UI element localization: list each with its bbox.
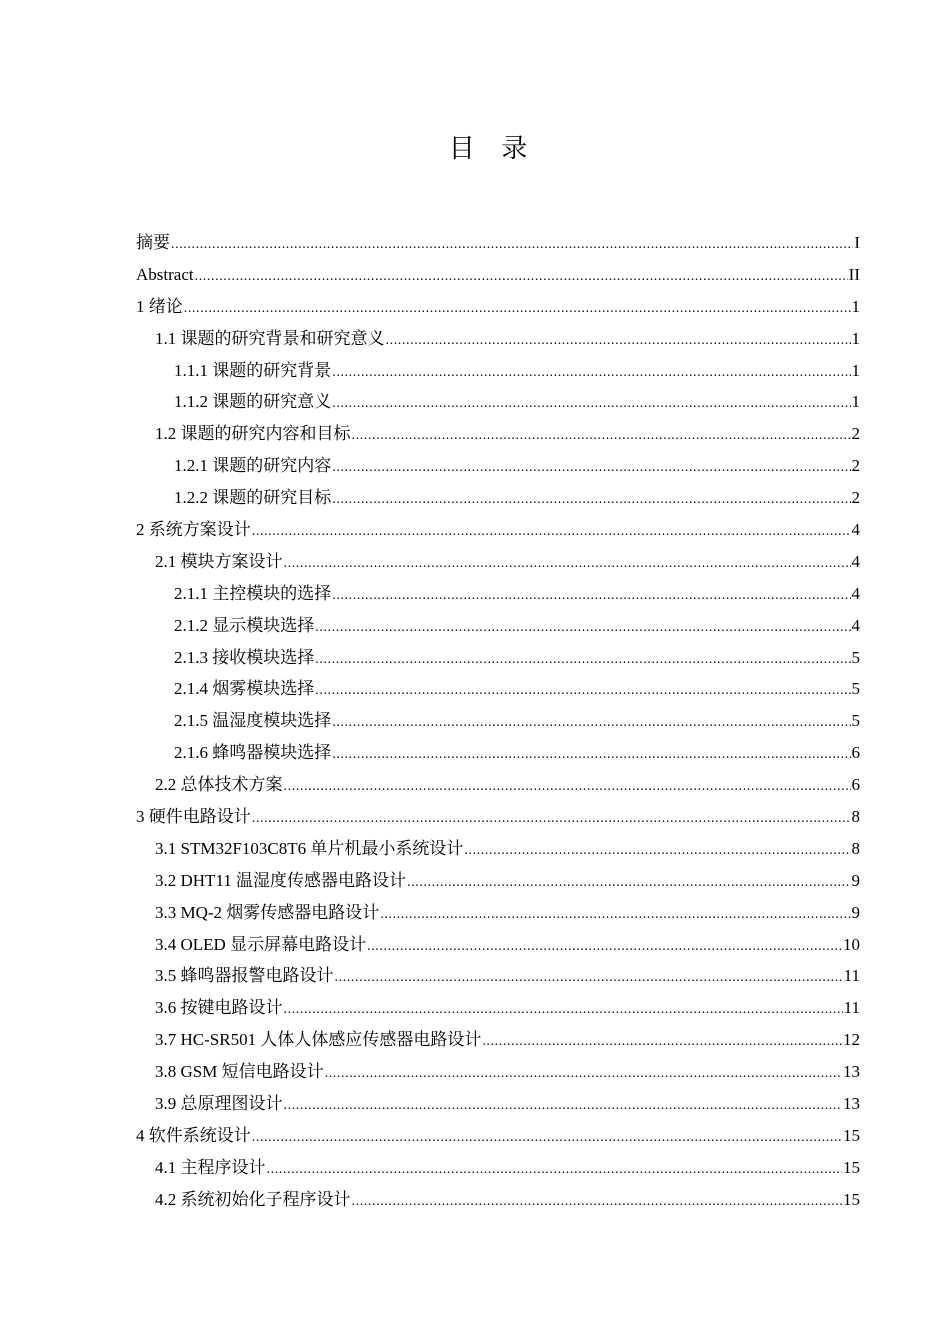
toc-entry[interactable] [136,960,860,992]
toc-entry-label: 3.3 MQ-2 烟雾传感器电路设计 [155,902,380,922]
toc-entry[interactable] [136,514,860,546]
toc-dot-leader [284,994,843,1024]
toc-dot-leader [352,1186,843,1216]
toc-entry[interactable] [136,291,860,323]
toc-entry[interactable] [136,705,860,737]
toc-dot-leader [380,899,850,929]
toc-page-number: 1 [851,296,860,316]
toc-page-number: 5 [851,647,860,667]
toc-dot-leader [267,1154,843,1184]
toc-page-number: 4 [851,551,860,571]
toc-entry[interactable] [136,578,860,610]
toc-dot-leader [195,261,848,291]
toc-dot-leader [332,739,850,769]
toc-page-number: 5 [851,711,860,731]
toc-entry[interactable] [136,1152,860,1184]
toc-dot-leader [315,644,850,674]
toc-entry[interactable] [136,1024,860,1056]
toc-dot-leader [184,293,851,323]
toc-dot-leader [332,580,850,610]
toc-entry-label: 2.1 模块方案设计 [155,551,283,571]
toc-entry-label: 2.2 总体技术方案 [155,775,283,795]
toc-entry[interactable] [136,323,860,355]
toc-entry[interactable] [136,227,860,259]
toc-entry[interactable] [136,355,860,387]
toc-page-number: 8 [851,838,860,858]
toc-dot-leader [284,1090,843,1120]
toc-entry-label: 2 系统方案设计 [136,520,251,540]
page-title: 目 录 [448,134,538,163]
toc-entry[interactable] [136,546,860,578]
toc-page-number: 1 [851,328,860,348]
toc-dot-leader [367,931,842,961]
toc-entry[interactable] [136,1056,860,1088]
toc-dot-leader [332,452,850,482]
toc-dot-leader [332,357,850,387]
toc-page-number: 10 [843,934,860,954]
toc-entry-label: 摘要 [136,233,170,252]
toc-page-number: 6 [851,743,860,763]
toc-dot-leader [332,707,850,737]
toc-entry-label: 3.1 STM32F103C8T6 单片机最小系统设计 [155,838,464,858]
toc-page-number: 9 [851,902,860,922]
toc-entry-label: 3.5 蜂鸣器报警电路设计 [155,966,334,986]
toc-entry-label: 3 硬件电路设计 [136,807,251,827]
toc-page-number: 2 [851,488,860,508]
toc-entry[interactable] [136,259,860,291]
toc-entry-label: 2.1.2 显示模块选择 [174,615,315,635]
toc-entry-label: 4.1 主程序设计 [155,1157,266,1177]
toc-page-number: I [854,233,860,252]
toc-entry-label: 3.2 DHT11 温湿度传感器电路设计 [155,870,407,890]
toc-entry[interactable] [136,769,860,801]
toc-page-number: 9 [851,870,860,890]
toc-page-number: 11 [843,998,860,1018]
toc-entry[interactable] [136,450,860,482]
toc-page-number: 4 [851,615,860,635]
toc-page-number: 2 [851,424,860,444]
toc-entry-label: 2.1.4 烟雾模块选择 [174,679,315,699]
toc-entry[interactable] [136,1184,860,1216]
toc-entry[interactable] [136,482,860,514]
toc-entry-label: Abstract [136,264,194,284]
toc-dot-leader [335,962,843,992]
toc-dot-leader [386,325,851,355]
toc-entry-label: 4 软件系统设计 [136,1125,251,1145]
toc-page-number: II [848,264,860,284]
toc-page-number: 13 [843,1062,860,1082]
toc-entry-label: 1.2.2 课题的研究目标 [174,488,332,508]
toc-entry[interactable] [136,801,860,833]
toc-entry[interactable] [136,833,860,865]
toc-dot-leader [464,835,850,865]
toc-page-number: 15 [843,1189,860,1209]
toc-page-number: 1 [851,392,860,412]
toc-entry-label: 3.7 HC-SR501 人体人体感应传感器电路设计 [155,1030,482,1050]
toc-entry[interactable] [136,992,860,1024]
toc-entry-label: 1.2 课题的研究内容和目标 [155,424,351,444]
toc-dot-leader [325,1058,842,1088]
toc-entry-label: 1.1.2 课题的研究意义 [174,392,332,412]
toc-entry[interactable] [136,929,860,961]
toc-page-number: 8 [851,807,860,827]
toc-page-number: 2 [851,456,860,476]
toc-dot-leader [332,388,850,418]
table-of-contents [136,227,860,1216]
toc-entry-label: 2.1.5 温湿度模块选择 [174,711,332,731]
toc-entry-label: 4.2 系统初始化子程序设计 [155,1189,351,1209]
toc-page-number: 12 [843,1030,860,1050]
toc-entry-label: 1.1 课题的研究背景和研究意义 [155,328,385,348]
toc-page-number: 15 [843,1157,860,1177]
toc-page-number: 6 [851,775,860,795]
toc-dot-leader [315,675,850,705]
toc-dot-leader [252,1122,842,1152]
toc-entry-label: 1 绪论 [136,296,183,316]
toc-page-number: 4 [851,520,860,540]
toc-page-number: 5 [851,679,860,699]
toc-dot-leader [482,1026,842,1056]
toc-entry-label: 3.6 按键电路设计 [155,998,283,1018]
toc-entry-label: 3.8 GSM 短信电路设计 [155,1062,324,1082]
toc-dot-leader [284,548,851,578]
toc-dot-leader [315,612,850,642]
toc-entry[interactable] [136,865,860,897]
toc-entry[interactable] [136,1120,860,1152]
toc-page-number: 15 [843,1125,860,1145]
toc-entry[interactable] [136,386,860,418]
toc-entry[interactable] [136,1088,860,1120]
toc-entry-label: 2.1.3 接收模块选择 [174,647,315,667]
toc-entry-label: 2.1.1 主控模块的选择 [174,583,332,603]
toc-entry-label: 2.1.6 蜂鸣器模块选择 [174,743,332,763]
toc-dot-leader [284,771,851,801]
toc-entry-label: 3.4 OLED 显示屏幕电路设计 [155,934,367,954]
toc-entry[interactable] [136,673,860,705]
toc-page-number: 11 [843,966,860,986]
toc-entry-label: 3.9 总原理图设计 [155,1094,283,1114]
toc-entry-label: 1.1.1 课题的研究背景 [174,360,332,380]
toc-entry[interactable] [136,418,860,450]
toc-dot-leader [332,484,850,514]
toc-entry[interactable] [136,610,860,642]
toc-entry[interactable] [136,642,860,674]
toc-dot-leader [407,867,850,897]
toc-entry-label: 1.2.1 课题的研究内容 [174,456,332,476]
toc-dot-leader [252,803,851,833]
toc-dot-leader [171,229,853,259]
toc-dot-leader [352,420,851,450]
toc-dot-leader [252,516,851,546]
toc-entry[interactable] [136,737,860,769]
toc-page-number: 13 [843,1094,860,1114]
toc-page-number: 1 [851,360,860,380]
toc-entry[interactable] [136,897,860,929]
toc-page-number: 4 [851,583,860,603]
